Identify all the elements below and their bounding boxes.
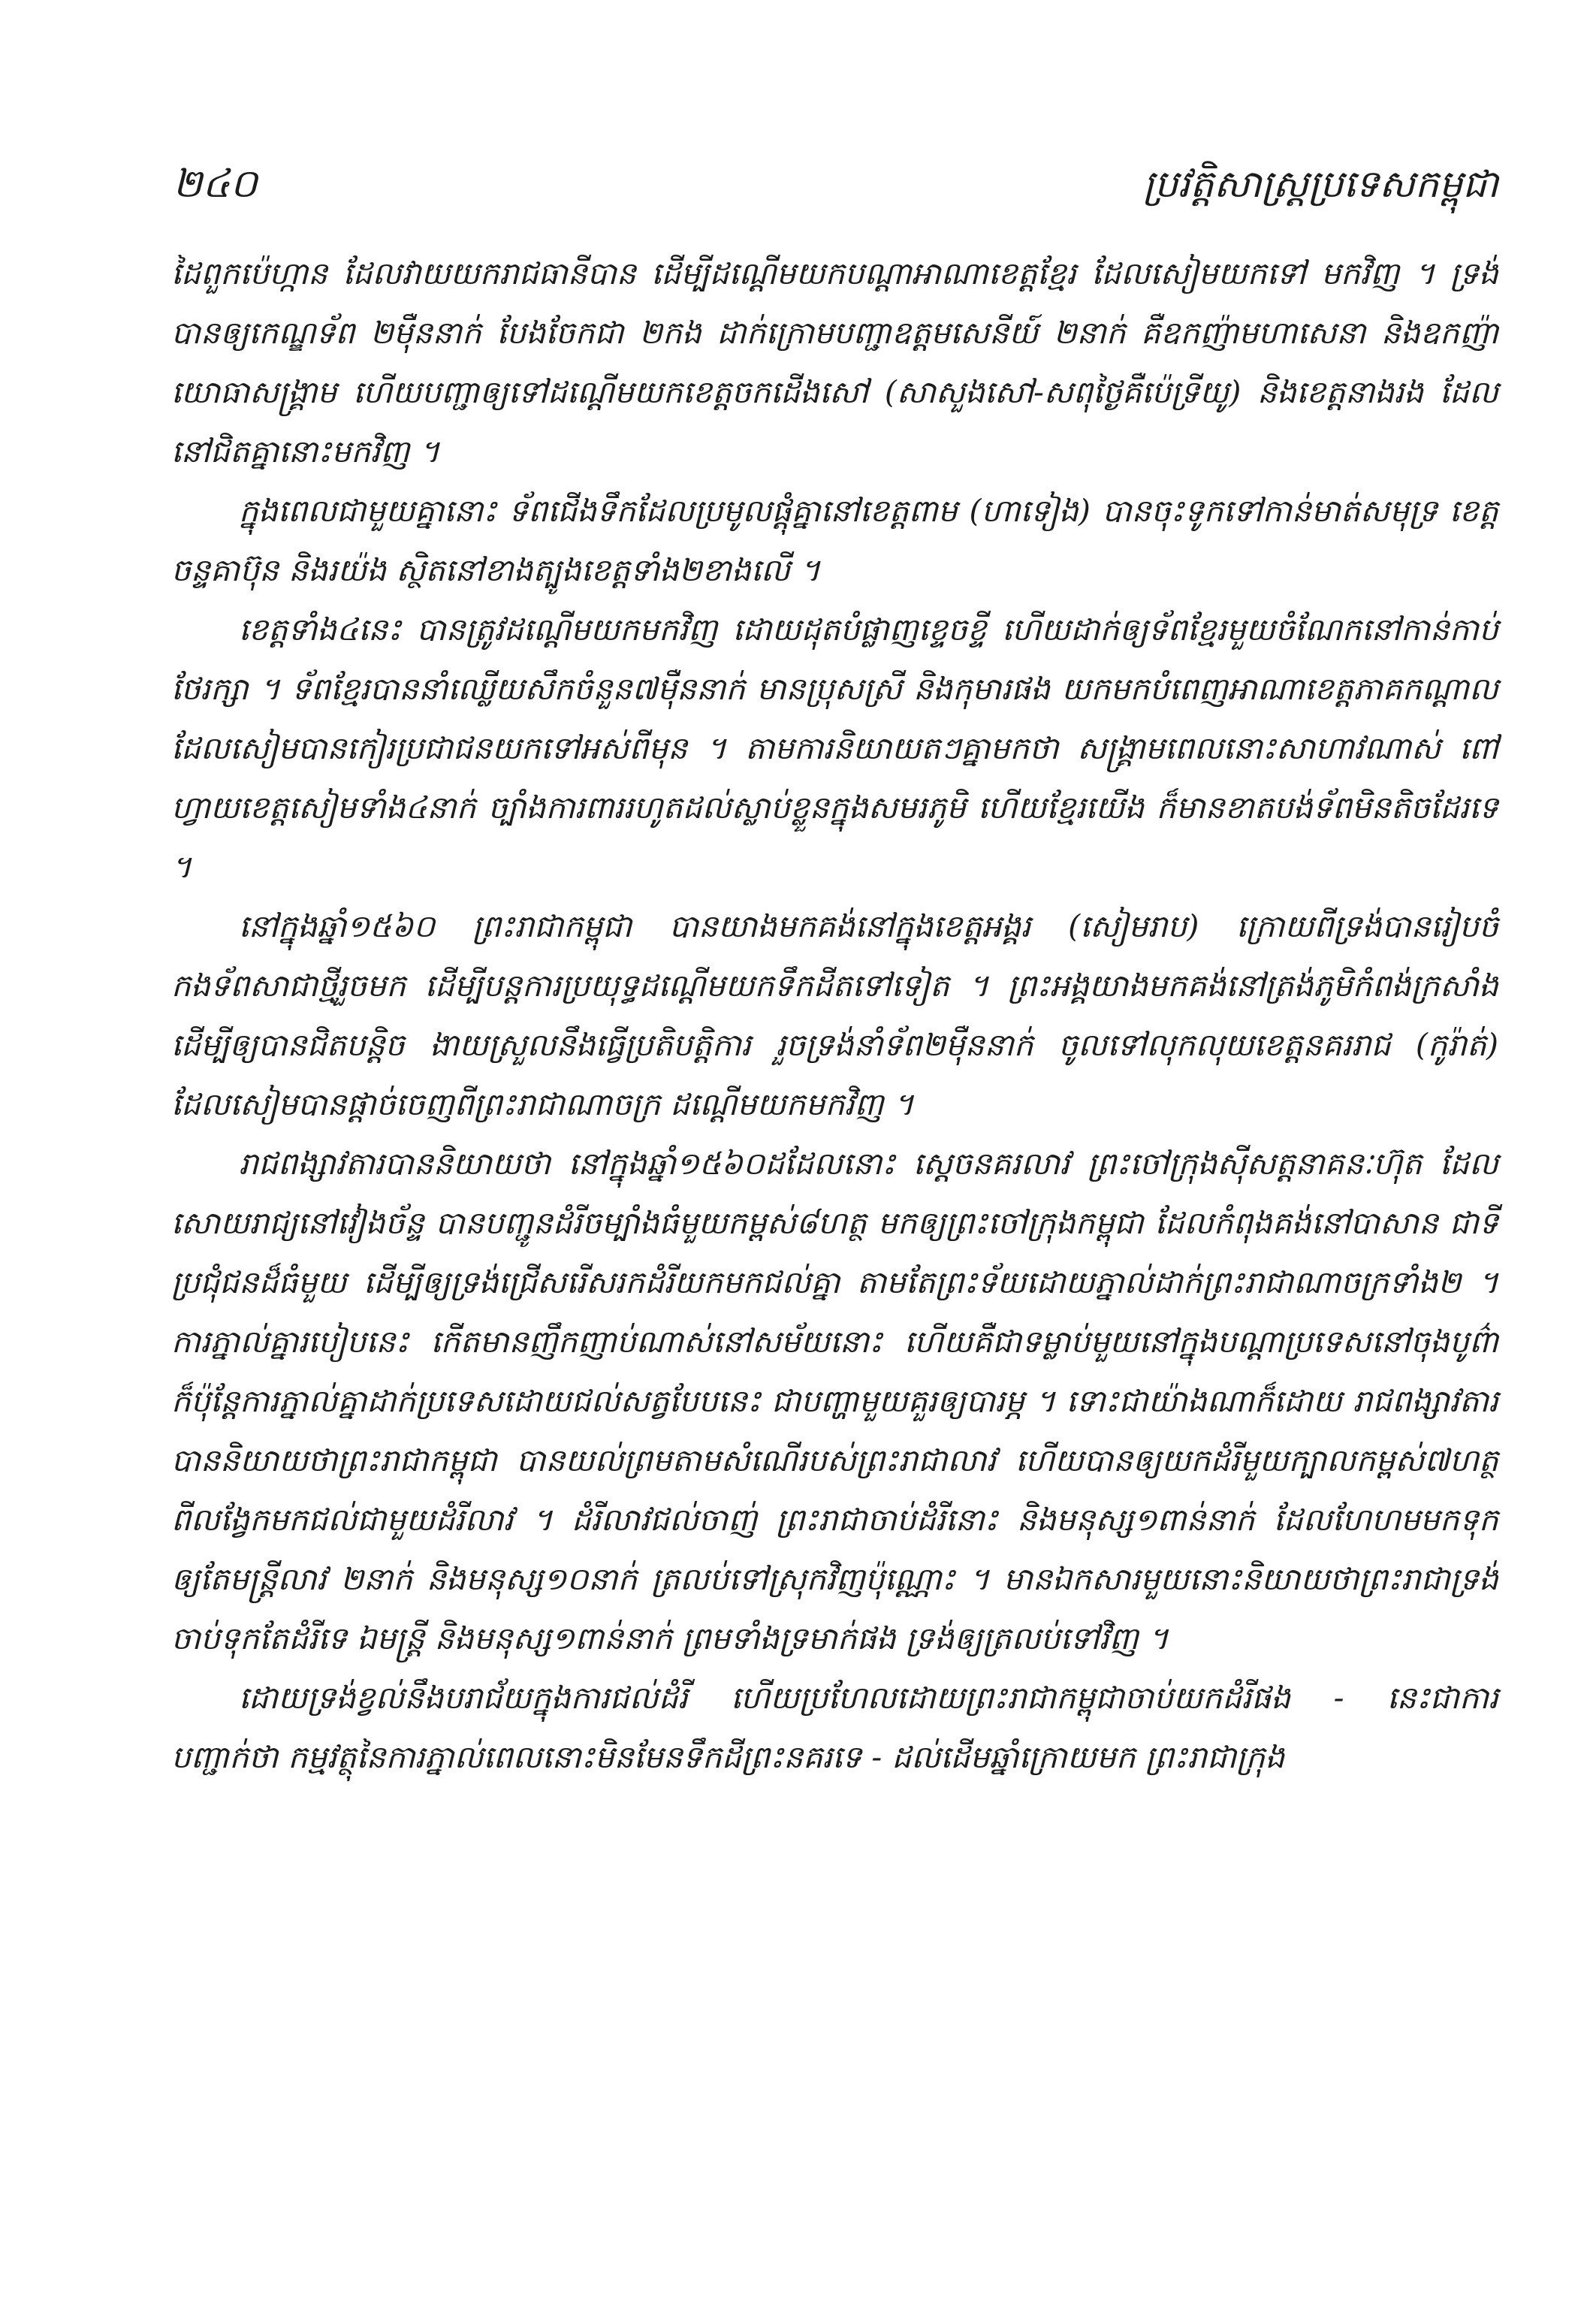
page-header	[173, 150, 1498, 218]
paragraph: ក្នុងពេលជាមួយគ្នានោះ ទ័ពជើងទឹកដែលប្រមូលផ្ដុំគ្នានៅខេត្តពាម (ហាទៀង) បានចុះទូកទៅកាន់មាត់សមុទ្រ ខេត្តចន្ទគាប៊ុន និងរយ៉ង ស្ថិតនៅខាងត្បូងខេត្តទាំង២ខាងលើ ។	[171, 493, 1498, 588]
paragraph: នៅក្នុងឆ្នាំ១៥៦០ ព្រះរាជាកម្ពុជា បានយាងមកគង់នៅក្នុងខេត្តអង្គរ (សៀមរាប) ក្រោយពីទ្រង់បានរៀបចំកងទ័ពសាជាថ្មីរួចមក ដើម្បីបន្តការប្រយុទ្ធដណ្ដើមយកទឹកដីតទៅទៀត ។ ព្រះអង្គយាងមកគង់នៅត្រង់ភូមិកំពង់ក្រសាំង ដើម្បីឲ្យបានជិតបន្តិច ងាយស្រួលនឹងធ្វើប្រតិបត្តិការ រួចទ្រង់នាំទ័ព២ម៉ឺននាក់ ចូលទៅលុកលុយខេត្តនគររាជ (កូរ៉ាត់) ដែលសៀមបានផ្ដាច់ចេញពីព្រះរាជាណាចក្រ ដណ្ដើមយកមកវិញ ។	[171, 908, 1498, 1122]
paragraph: រាជពង្សាវតារបាននិយាយថា នៅក្នុងឆ្នាំ១៥៦០ដដែលនោះ ស្ដេចនគរលាវ ព្រះចៅក្រុងស៊ីសត្តនាគនៈហ៊ុត ដែលសោយរាជ្យនៅវៀងច័ន្ទ បានបញ្ជូនដំរីចម្បាំងធំមួយកម្ពស់៨ហត្ថ មកឲ្យព្រះចៅក្រុងកម្ពុជា ដែលកំពុងគង់នៅបាសាន ជាទីប្រជុំជនដ៏ធំមួយ ដើម្បីឲ្យទ្រង់ជ្រើសរើសរកដំរីយកមកជល់គ្នា តាមតែព្រះទ័យដោយភ្នាល់ដាក់ព្រះរាជាណាចក្រទាំង២ ។ ការភ្នាល់គ្នារបៀបនេះ កើតមានញឹកញាប់ណាស់នៅសម័យនោះ ហើយគឺជាទម្លាប់មួយនៅក្នុងបណ្ដាប្រទេសនៅចុងបូព៌ា ក៏ប៉ុន្តែការភ្នាល់គ្នាដាក់ប្រទេសដោយជល់សត្វបែបនេះ ជាបញ្ហាមួយគួរឲ្យបារម្ភ ។ ទោះជាយ៉ាងណាក៏ដោយ រាជពង្សាវតារបាននិយាយថាព្រះរាជាកម្ពុជា បានយល់ព្រមតាមសំណើរបស់ព្រះរាជាលាវ ហើយបានឲ្យយកដំរីមួយក្បាលកម្ពស់៧ហត្ថ ពីលង្វែកមកជល់ជាមួយដំរីលាវ ។ ដំរីលាវជល់ចាញ់ ព្រះរាជាចាប់ដំរីនោះ និងមនុស្ស១ពាន់នាក់ ដែលហែហមមកទុកឲ្យតែមន្ត្រីលាវ ២នាក់ និងមនុស្ស១០នាក់ ត្រលប់ទៅស្រុកវិញប៉ុណ្ណោះ ។ មានឯកសារមួយនោះនិយាយថាព្រះរាជាទ្រង់ចាប់ទុកតែដំរីទេ ឯមន្ត្រី និងមនុស្ស១ពាន់នាក់ ព្រមទាំងទ្រមាក់ផង ទ្រង់ឲ្យត្រលប់ទៅវិញ ។	[171, 1146, 1498, 1656]
body-text	[171, 244, 1498, 1787]
running-title: ប្រវត្តិសាស្ត្រប្រទេសកម្ពុជា	[1142, 162, 1498, 206]
page-number: ២៤០	[173, 162, 258, 207]
paragraph: ខេត្តទាំង៤នេះ បានត្រូវដណ្ដើមយកមកវិញ ដោយដុតបំផ្លាញខ្ទេចខ្ទី ហើយដាក់ឲ្យទ័ពខ្មែរមួយចំណែកនៅកាន់កាប់ថែរក្សា ។ ទ័ពខ្មែរបាននាំឈ្លើយសឹកចំនួន៧ម៉ឺននាក់ មានប្រុសស្រី និងកុមារផង យកមកបំពេញអាណាខេត្តភាគកណ្ដាល ដែលសៀមបានកៀរប្រជាជនយកទៅអស់ពីមុន ។ តាមការនិយាយតៗគ្នាមកថា សង្គ្រាមពេលនោះសាហាវណាស់ ពៅហ្វាយខេត្តសៀមទាំង៤នាក់ ច្បាំងការពាររហូតដល់ស្លាប់ខ្លួនក្នុងសមរភូមិ ហើយខ្មែរយើង ក៏មានខាតបង់ទ័ពមិនតិចដែរទេ ។	[171, 611, 1498, 885]
paragraph: ដោយទ្រង់ខ្វល់នឹងបរាជ័យក្នុងការជល់ដំរី ហើយប្រហែលដោយព្រះរាជាកម្ពុជាចាប់យកដំរីផង - នេះជាការបញ្ជាក់ថា កម្មវត្ថុនៃការភ្នាល់ពេលនោះមិនមែនទឹកដីព្រះនគរទេ - ដល់ដើមឆ្នាំក្រោយមក ព្រះរាជាក្រុង	[171, 1680, 1498, 1775]
paragraph-continuation: ដៃពួកប៉េហ្កាន ដែលវាយយករាជធានីបាន ដើម្បីដណ្ដើមយកបណ្ដាអាណាខេត្តខ្មែរ ដែលសៀមយកទៅ មកវិញ ។ ទ្រង់បានឲ្យកេណ្ឌទ័ព ២ម៉ឺននាក់ បែងចែកជា ២កង ដាក់ក្រោមបញ្ជាឧត្តមសេនីយ៍ ២នាក់ គឺឧកញ៉ាមហាសេនា និងឧកញ៉ាយោធាសង្គ្រាម ហើយបញ្ជាឲ្យទៅដណ្ដើមយកខេត្តចកដើងសៅ (សាសួងសៅ-សពុថ្ងៃគឺប៉េទ្រីយូ) និងខេត្តនាងរង ដែលនៅជិតគ្នានោះមកវិញ ។	[171, 255, 1498, 470]
